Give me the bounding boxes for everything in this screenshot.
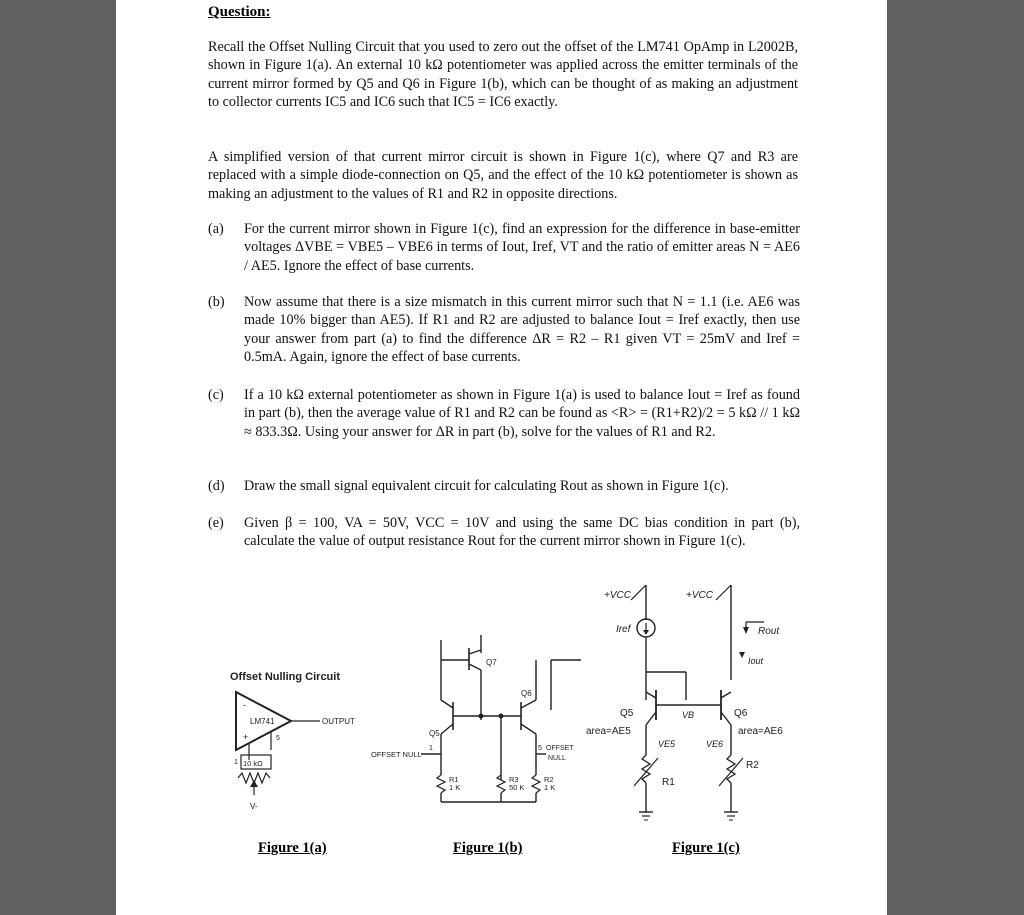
vb-label: VB bbox=[682, 710, 695, 720]
part-text: If a 10 kΩ external potentiometer as shown in Figure 1(a) is used to balance Iout = Iref as found in part (b), then the average value of R1 and R2 can be found as <R> = (R1+R2)/2 = 5 kΩ // 1 kΩ ≈ 833.3Ω. Using your answer for ΔR in part (b), solve for the values of R1 and R2. bbox=[244, 387, 800, 440]
part-c bbox=[208, 386, 800, 441]
offset-null-right: OFFSET bbox=[546, 745, 574, 752]
resistor-r2 bbox=[532, 775, 540, 793]
figure-1a-diagram bbox=[216, 660, 366, 810]
part-label: (d) bbox=[208, 478, 225, 494]
fig-a-title: Offset Nulling Circuit bbox=[230, 671, 340, 683]
part-text: For the current mirror shown in Figure 1(c), find an expression for the difference in base-emitter voltages ΔVBE = VBE5 – VBE6 in terms of Iout, Iref, VT and the ratio of emitter areas N = AE6 / AE5. Ignore the effect of base currents. bbox=[244, 221, 800, 274]
vcc1-label: +VCC bbox=[604, 590, 631, 601]
part-a bbox=[208, 220, 800, 275]
vminus-label: V- bbox=[250, 802, 258, 810]
r1-value: 1 K bbox=[449, 783, 461, 792]
pin1-label: 1 bbox=[429, 745, 433, 752]
q6-label: Q6 bbox=[521, 689, 532, 698]
r2-label: R2 bbox=[746, 760, 759, 771]
resistor-r1 bbox=[437, 775, 445, 793]
figure-1c-caption: Figure 1(c) bbox=[672, 840, 740, 856]
opamp-label: LM741 bbox=[250, 717, 275, 726]
rout-label: Rout bbox=[758, 626, 780, 637]
output-label: OUTPUT bbox=[322, 717, 355, 726]
document-page bbox=[116, 0, 887, 915]
part-text: Draw the small signal equivalent circuit for calculating Rout as shown in Figure 1(c). bbox=[244, 478, 729, 494]
part-text: Given β = 100, VA = 50V, VCC = 10V and using the same DC bias condition in part (b), calculate the value of output resistance Rout for the current mirror shown in Figure 1(c). bbox=[244, 515, 800, 550]
q5-label: Q5 bbox=[620, 708, 634, 719]
part-label: (e) bbox=[208, 515, 224, 531]
r2-value: 1 K bbox=[544, 783, 556, 792]
pin5-label: 5 bbox=[276, 735, 280, 742]
pin-plus: + bbox=[243, 732, 249, 742]
intro-paragraph-2: A simplified version of that current mirror circuit is shown in Figure 1(c), where Q7 and R3 are replaced with a simple diode-connection on Q5, and the effect of the 10 kΩ potentiometer is shown as making an adjustment to the values of R1 and R2 in opposite directions. bbox=[208, 149, 798, 202]
intro-paragraph-1: Recall the Offset Nulling Circuit that you used to zero out the offset of the LM741 OpAmp in L2002B, shown in Figure 1(a). An external 10 kΩ potentiometer was applied across the emitter terminals of the current mirror formed by Q5 and Q6 in Figure 1(b), which can be thought of as making an adjustment to collector currents IC5 and IC6 such that IC5 = IC6 exactly. bbox=[208, 39, 798, 110]
pot-label: 10 kΩ bbox=[243, 759, 263, 768]
question-heading: Question: bbox=[208, 4, 271, 20]
iref-label: Iref bbox=[616, 624, 631, 635]
q6-label: Q6 bbox=[734, 708, 748, 719]
figure-1c-diagram bbox=[586, 580, 796, 830]
r3-label: R3 bbox=[509, 775, 519, 784]
offset-null-left: OFFSET NULL bbox=[371, 750, 422, 759]
part-e bbox=[208, 514, 800, 551]
area5-label: area=AE5 bbox=[586, 726, 631, 737]
ve5-label: VE5 bbox=[658, 739, 676, 749]
part-label: (a) bbox=[208, 221, 224, 237]
area6-label: area=AE6 bbox=[738, 726, 783, 737]
r1-label: R1 bbox=[449, 775, 459, 784]
pin-minus: - bbox=[243, 700, 246, 710]
figure-1b-diagram bbox=[371, 630, 581, 805]
r2-label: R2 bbox=[544, 775, 554, 784]
part-label: (b) bbox=[208, 294, 225, 310]
q7-label: Q7 bbox=[486, 658, 497, 667]
pin1-label: 1 bbox=[234, 759, 238, 766]
null-word: NULL bbox=[548, 755, 566, 762]
figure-1a-caption: Figure 1(a) bbox=[258, 840, 327, 856]
pin5-label: 5 bbox=[538, 745, 542, 752]
r3-value: 50 K bbox=[509, 783, 525, 792]
part-b bbox=[208, 293, 800, 366]
part-text: Now assume that there is a size mismatch in this current mirror such that N = 1.1 (i.e. AE6 was made 10% bigger than AE5). If R1 and R2 are adjusted to balance Iout = Iref exactly, then use your answer from part (a) to find the difference ΔR = R2 – R1 given VT = 25mV and Iref = 0.5mA. Again, ignore the effect of base currents. bbox=[244, 294, 800, 365]
ve6-label: VE6 bbox=[706, 739, 724, 749]
part-d bbox=[208, 477, 800, 495]
part-label: (c) bbox=[208, 387, 224, 403]
iout-label: Iout bbox=[748, 656, 764, 666]
figure-1b-caption: Figure 1(b) bbox=[453, 840, 523, 856]
r1-label: R1 bbox=[662, 777, 675, 788]
q5-label: Q5 bbox=[429, 729, 440, 738]
vcc2-label: +VCC bbox=[686, 590, 713, 601]
